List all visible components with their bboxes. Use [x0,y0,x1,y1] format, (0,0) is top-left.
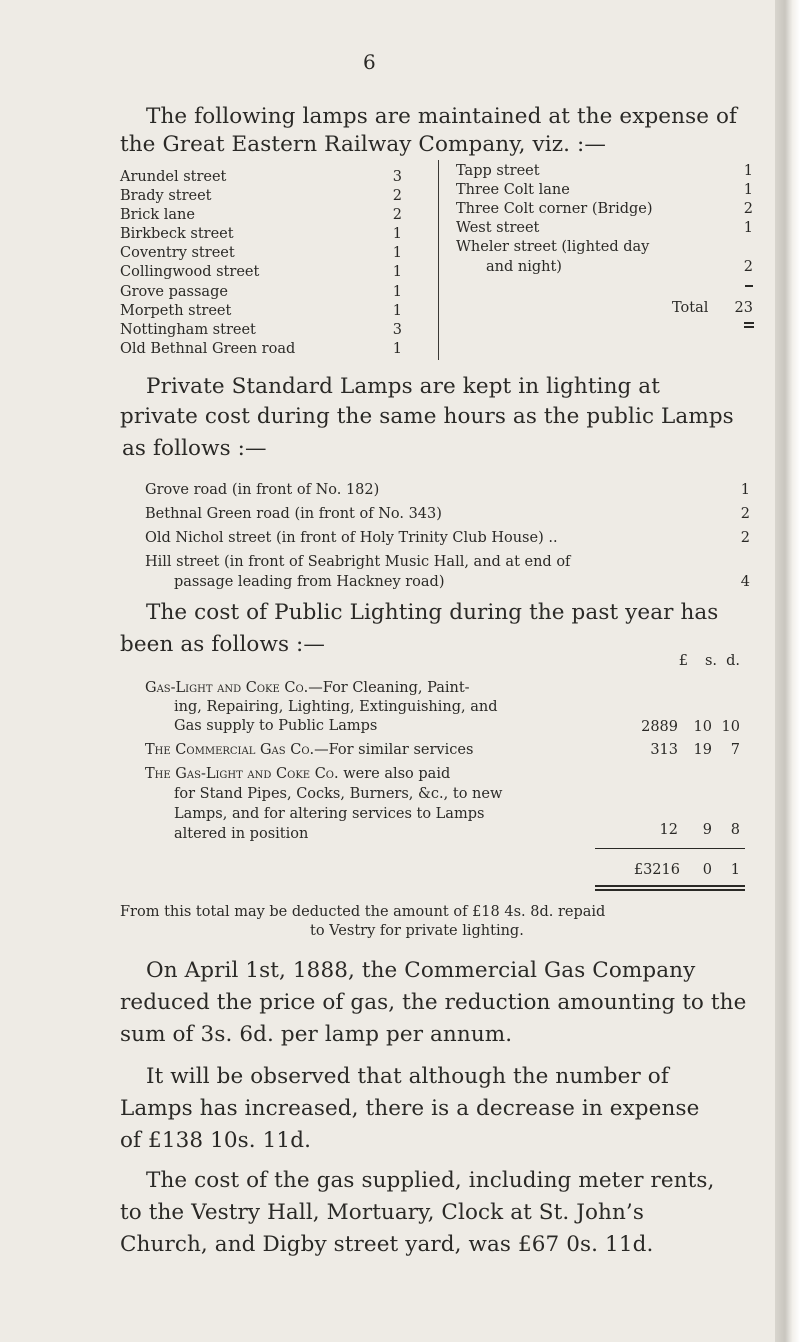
list-item: Arundel street 3 [120,169,402,185]
also-line-1: The Gas-Light and Coke Co. were also paid [145,766,451,782]
list-item: Old Bethnal Green road 1 [120,341,402,357]
para1-line-3: sum of 3s. 6d. per lamp per annum. [120,1022,513,1047]
private-line-1: Private Standard Lamps are kept in lighting at [146,374,660,399]
also-pounds: 12 [659,822,678,838]
list-item: Tapp street 1 [456,163,753,179]
intro-line-1: The following lamps are maintained at the expense of [146,104,738,129]
also-pence: 8 [730,822,740,838]
para2-line-2: Lamps has increased, there is a decrease in expense [120,1096,700,1121]
list-item: Morpeth street 1 [120,303,402,319]
list-item: Coventry street 1 [120,245,402,261]
total-underline-1 [595,885,745,887]
list-item: Grove passage 1 [120,284,402,300]
intro-line-2: the Great Eastern Railway Company, viz. :— [120,132,606,157]
list-item: Brick lane 2 [120,207,402,223]
list-item: and night) 2 [486,259,753,275]
gaslight-pounds: 2889 [641,719,678,735]
total-rule [745,285,753,287]
para3-line-2: to the Vestry Hall, Mortuary, Clock at St. John’s [120,1200,644,1225]
gaslight-pence: 10 [721,719,740,735]
list-item: Collingwood street 1 [120,264,402,280]
deduct-line-2: to Vestry for private lighting. [310,923,524,939]
total-shillings: 0 [702,862,712,878]
para2-line-1: It will be observed that although the number of [146,1064,669,1089]
para3-line-3: Church, and Digby street yard, was £67 0s. 11d. [120,1232,654,1257]
column-divider [438,160,439,360]
para1-line-2: reduced the price of gas, the reduction amounting to the [120,990,747,1015]
commercial-shillings: 19 [693,742,712,758]
total-value: 23 [734,300,753,316]
para3-line-1: The cost of the gas supplied, including meter rents, [146,1168,715,1193]
page-edge [775,0,800,1342]
gaslight-line-1: Gas-Light and Coke Co.—For Cleaning, Paint- [145,680,470,696]
para2-line-3: of £138 10s. 11d. [120,1128,312,1153]
commercial-line: The Commercial Gas Co.—For similar services [145,742,474,758]
gaslight-line-2: ing, Repairing, Lighting, Extinguishing, and [174,699,498,715]
also-line-3: Lamps, and for altering services to Lamps [174,806,485,822]
shillings-header: s. [704,653,717,669]
cost-line-2: been as follows :— [120,632,325,657]
sum-rule [595,848,745,849]
pence-header: d. [726,653,740,669]
total-underline-2 [595,889,745,891]
list-item: Brady street 2 [120,188,402,204]
list-item: West street 1 [456,220,753,236]
list-item: Three Colt corner (Bridge) 2 [456,201,753,217]
total-pence: 1 [730,862,740,878]
private-line-2: private cost during the same hours as the public Lamps [120,404,734,429]
gaslight-line-3: Gas supply to Public Lamps [174,718,378,734]
total-pounds: £3216 [633,862,680,878]
total-double-rule-1 [744,322,754,324]
list-item: Grove road (in front of No. 182) 1 [145,482,750,498]
gaslight-shillings: 10 [693,719,712,735]
total-double-rule-2 [744,326,754,328]
also-line-2: for Stand Pipes, Cocks, Burners, &c., to new [174,786,503,802]
list-item: Birkbeck street 1 [120,226,402,242]
also-shillings: 9 [702,822,712,838]
commercial-pence: 7 [730,742,740,758]
private-line-3: as follows :— [122,436,267,461]
commercial-pounds: 313 [650,742,678,758]
list-item: Nottingham street 3 [120,322,402,338]
also-line-4: altered in position [174,826,309,842]
list-item: Hill street (in front of Seabright Music Hall, and at end of [145,554,571,570]
total-label: Total [672,300,709,316]
page-number: 6 [363,50,376,74]
cost-line-1: The cost of Public Lighting during the past year has [146,600,719,625]
list-item: Old Nichol street (in front of Holy Trinity Club House) .. 2 [145,530,750,546]
pounds-header: £ [678,653,688,669]
list-item: passage leading from Hackney road) 4 [174,574,750,590]
list-item: Three Colt lane 1 [456,182,753,198]
deduct-line-1: From this total may be deducted the amount of £18 4s. 8d. repaid [120,904,606,920]
list-item: Bethnal Green road (in front of No. 343) 2 [145,506,750,522]
list-item: Wheler street (lighted day [456,239,650,255]
para1-line-1: On April 1st, 1888, the Commercial Gas Company [146,958,696,983]
